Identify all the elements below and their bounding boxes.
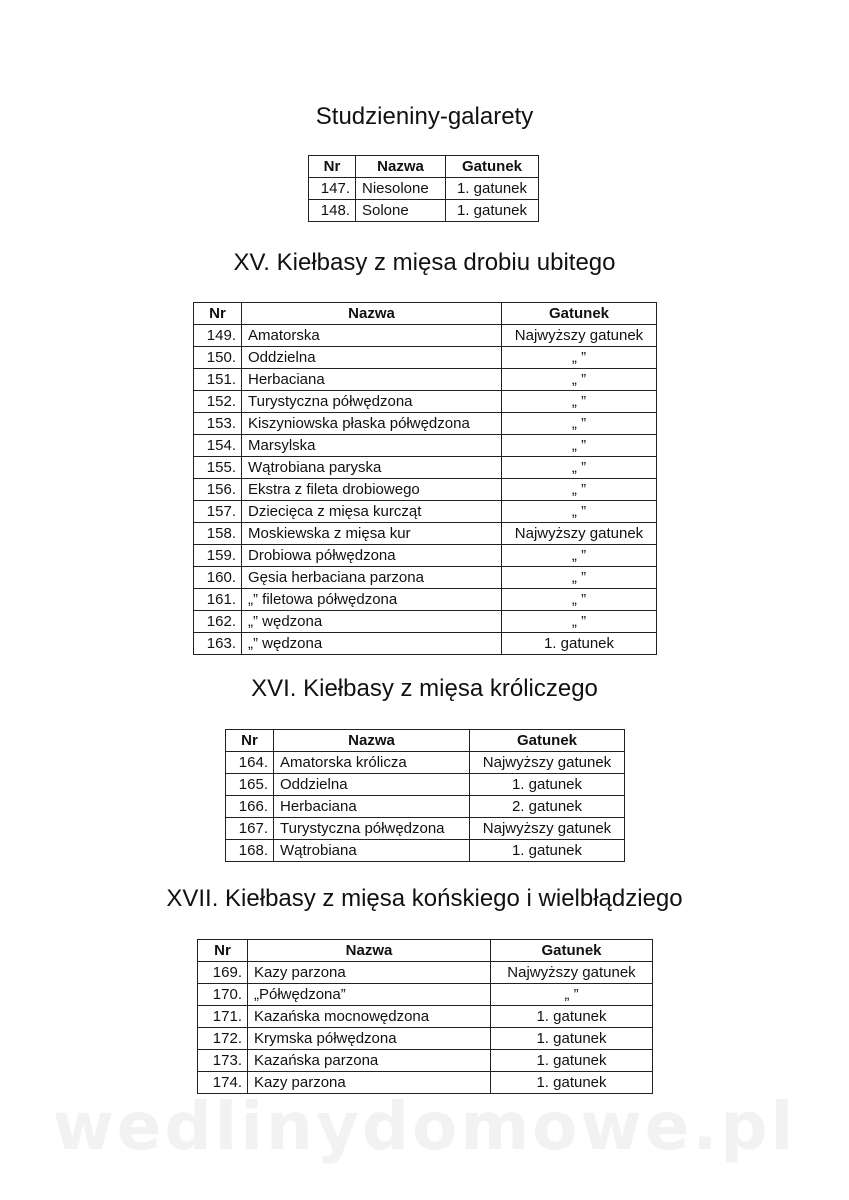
row-grade: 1. gatunek [491, 1050, 653, 1072]
row-number: 163. [194, 633, 242, 655]
row-number: 168. [226, 840, 274, 862]
table-row [226, 774, 625, 796]
row-grade: 1. gatunek [491, 1028, 653, 1050]
table-header-row [309, 156, 539, 178]
row-number: 173. [198, 1050, 248, 1072]
table-row [309, 178, 539, 200]
section-title: XVI. Kiełbasy z mięsa króliczego [251, 675, 598, 702]
row-number: 147. [309, 178, 356, 200]
row-number: 154. [194, 435, 242, 457]
row-name: Ekstra z fileta drobiowego [242, 479, 502, 501]
row-name: Kazańska mocnowędzona [248, 1006, 491, 1028]
row-name: „” wędzona [242, 633, 502, 655]
table-header-row [226, 730, 625, 752]
row-name: Niesolone [356, 178, 446, 200]
table-row [226, 752, 625, 774]
table-row [198, 962, 653, 984]
table-row [194, 413, 657, 435]
row-number: 151. [194, 369, 242, 391]
section-heading-rabbit [0, 674, 849, 704]
section-title: XV. Kiełbasy z mięsa drobiu ubitego [233, 249, 616, 276]
column-header-name: Nazwa [274, 730, 470, 752]
row-number: 161. [194, 589, 242, 611]
column-header-nr: Nr [198, 940, 248, 962]
row-name: Dziecięca z mięsa kurcząt [242, 501, 502, 523]
table-header-row [194, 303, 657, 325]
row-name: Oddzielna [242, 347, 502, 369]
table-row [194, 589, 657, 611]
table-row [198, 984, 653, 1006]
row-grade: 2. gatunek [470, 796, 625, 818]
row-name: Solone [356, 200, 446, 222]
row-number: 157. [194, 501, 242, 523]
column-header-name: Nazwa [356, 156, 446, 178]
row-number: 165. [226, 774, 274, 796]
table-row [198, 1050, 653, 1072]
row-number: 155. [194, 457, 242, 479]
row-number: 153. [194, 413, 242, 435]
row-grade: 1. gatunek [502, 633, 657, 655]
row-number: 169. [198, 962, 248, 984]
table-row [194, 611, 657, 633]
row-grade: „ ” [502, 413, 657, 435]
column-header-nr: Nr [194, 303, 242, 325]
row-number: 164. [226, 752, 274, 774]
row-grade: „ ” [502, 435, 657, 457]
row-name: Gęsia herbaciana parzona [242, 567, 502, 589]
section-heading-horse-camel [0, 884, 849, 914]
section-title: Studzieniny-galarety [315, 103, 534, 130]
row-grade: 1. gatunek [470, 840, 625, 862]
row-grade: „ ” [502, 479, 657, 501]
row-grade: „ ” [491, 984, 653, 1006]
row-grade: Najwyższy gatunek [502, 523, 657, 545]
row-grade: Najwyższy gatunek [502, 325, 657, 347]
row-number: 171. [198, 1006, 248, 1028]
row-number: 159. [194, 545, 242, 567]
table-row [194, 369, 657, 391]
row-grade: „ ” [502, 611, 657, 633]
row-name: Moskiewska z mięsa kur [242, 523, 502, 545]
row-name: Turystyczna półwędzona [242, 391, 502, 413]
table-row [194, 545, 657, 567]
row-number: 160. [194, 567, 242, 589]
column-header-name: Nazwa [248, 940, 491, 962]
row-name: Krymska półwędzona [248, 1028, 491, 1050]
table-row [198, 1006, 653, 1028]
row-name: Marsylska [242, 435, 502, 457]
row-name: Drobiowa półwędzona [242, 545, 502, 567]
row-grade: „ ” [502, 347, 657, 369]
table-row [194, 479, 657, 501]
row-number: 158. [194, 523, 242, 545]
table-jellies [308, 155, 539, 222]
row-name: Kazy parzona [248, 1072, 491, 1094]
table-row [226, 796, 625, 818]
row-name: Oddzielna [274, 774, 470, 796]
column-header-grade: Gatunek [470, 730, 625, 752]
row-name: Wątrobiana [274, 840, 470, 862]
row-number: 172. [198, 1028, 248, 1050]
row-grade: „ ” [502, 369, 657, 391]
row-grade: Najwyższy gatunek [470, 752, 625, 774]
table-row [309, 200, 539, 222]
column-header-name: Nazwa [242, 303, 502, 325]
row-name: Amatorska [242, 325, 502, 347]
table-poultry-sausages [193, 302, 657, 655]
row-number: 149. [194, 325, 242, 347]
row-number: 174. [198, 1072, 248, 1094]
column-header-grade: Gatunek [491, 940, 653, 962]
row-number: 150. [194, 347, 242, 369]
row-grade: „ ” [502, 567, 657, 589]
row-number: 170. [198, 984, 248, 1006]
row-grade: „ ” [502, 589, 657, 611]
table-row [194, 435, 657, 457]
row-grade: 1. gatunek [446, 178, 539, 200]
table-row [194, 501, 657, 523]
row-grade: „ ” [502, 545, 657, 567]
row-grade: „ ” [502, 391, 657, 413]
row-name: Kiszyniowska płaska półwędzona [242, 413, 502, 435]
column-header-nr: Nr [226, 730, 274, 752]
row-grade: 1. gatunek [491, 1006, 653, 1028]
table-row [194, 523, 657, 545]
table-row [194, 567, 657, 589]
row-name: Kazy parzona [248, 962, 491, 984]
row-number: 166. [226, 796, 274, 818]
row-number: 167. [226, 818, 274, 840]
column-header-grade: Gatunek [446, 156, 539, 178]
row-grade: „ ” [502, 501, 657, 523]
row-name: Kazańska parzona [248, 1050, 491, 1072]
table-row [194, 633, 657, 655]
column-header-grade: Gatunek [502, 303, 657, 325]
row-name: Herbaciana [274, 796, 470, 818]
row-number: 162. [194, 611, 242, 633]
row-name: „Półwędzona” [248, 984, 491, 1006]
table-header-row [198, 940, 653, 962]
row-grade: 1. gatunek [491, 1072, 653, 1094]
row-name: Amatorska królicza [274, 752, 470, 774]
row-name: „” wędzona [242, 611, 502, 633]
table-row [194, 347, 657, 369]
row-name: „” filetowa półwędzona [242, 589, 502, 611]
row-number: 148. [309, 200, 356, 222]
table-row [226, 840, 625, 862]
table-horse-camel-sausages [197, 939, 653, 1094]
table-rabbit-sausages [225, 729, 625, 862]
table-row [226, 818, 625, 840]
row-grade: 1. gatunek [470, 774, 625, 796]
table-row [194, 391, 657, 413]
table-row [194, 325, 657, 347]
row-number: 156. [194, 479, 242, 501]
row-name: Wątrobiana paryska [242, 457, 502, 479]
section-heading-poultry [0, 248, 849, 278]
column-header-nr: Nr [309, 156, 356, 178]
section-heading-jellies [0, 102, 849, 132]
row-grade: Najwyższy gatunek [491, 962, 653, 984]
watermark: wedlinydomowe.pl [52, 1088, 797, 1165]
section-title: XVII. Kiełbasy z mięsa końskiego i wielbłądziego [166, 885, 683, 912]
row-grade: 1. gatunek [446, 200, 539, 222]
row-name: Turystyczna półwędzona [274, 818, 470, 840]
table-row [194, 457, 657, 479]
row-number: 152. [194, 391, 242, 413]
row-name: Herbaciana [242, 369, 502, 391]
row-grade: „ ” [502, 457, 657, 479]
table-row [198, 1028, 653, 1050]
row-grade: Najwyższy gatunek [470, 818, 625, 840]
